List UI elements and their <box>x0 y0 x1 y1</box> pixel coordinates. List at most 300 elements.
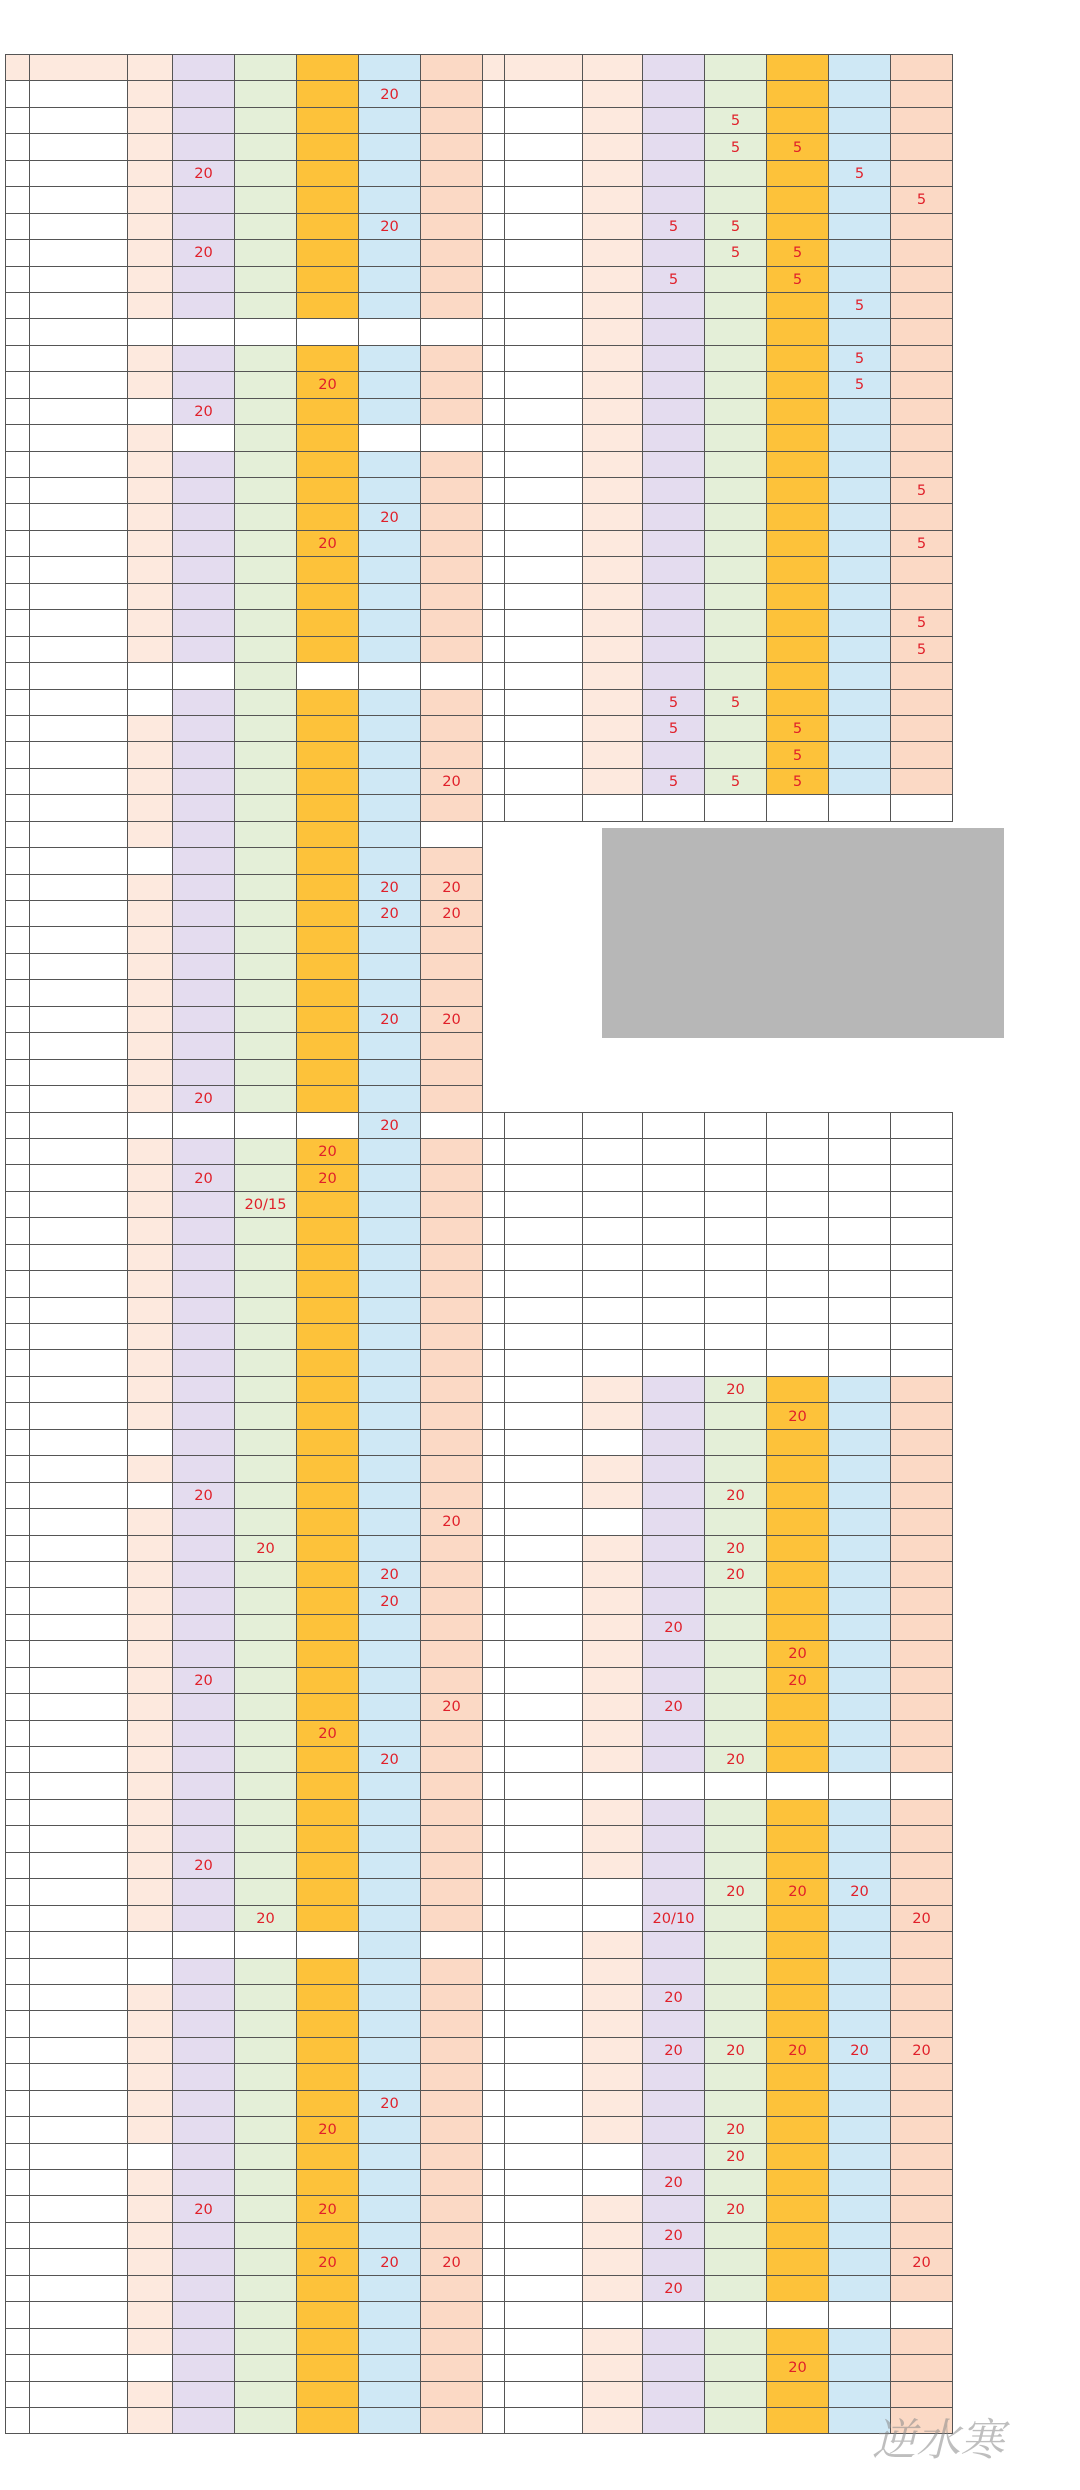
table-row <box>6 187 953 213</box>
right-cell-1 <box>505 1614 583 1640</box>
left-cell-7 <box>421 398 483 424</box>
left-cell-2 <box>128 2064 173 2090</box>
left-cell-2 <box>128 1747 173 1773</box>
right-cell-5 <box>767 292 829 318</box>
left-cell-7 <box>421 610 483 636</box>
right-cell-5 <box>767 689 829 715</box>
table-row <box>6 1059 953 1085</box>
left-cell-1 <box>30 874 128 900</box>
left-cell-0 <box>6 1191 30 1217</box>
right-cell-7 <box>891 1509 953 1535</box>
left-cell-4 <box>235 160 297 186</box>
left-cell-2 <box>128 2222 173 2248</box>
left-cell-4 <box>235 2117 297 2143</box>
right-cell-1 <box>505 425 583 451</box>
right-cell-7 <box>891 2117 953 2143</box>
right-cell-1 <box>505 398 583 424</box>
right-cell-4 <box>705 1244 767 1270</box>
right-cell-7 <box>891 1826 953 1852</box>
left-cell-6 <box>359 2222 421 2248</box>
table-row <box>6 1456 953 1482</box>
left-cell-4 <box>235 1826 297 1852</box>
left-cell-1 <box>30 2328 128 2354</box>
left-cell-6 <box>359 742 421 768</box>
left-cell-1 <box>30 821 128 847</box>
right-cell-3 <box>643 319 705 345</box>
right-cell-4 <box>705 557 767 583</box>
right-cell-2 <box>583 345 643 371</box>
left-cell-2 <box>128 874 173 900</box>
left-cell-0 <box>6 213 30 239</box>
left-cell-2 <box>128 1932 173 1958</box>
left-cell-2 <box>128 1799 173 1825</box>
right-cell-5 <box>767 610 829 636</box>
right-cell-7 <box>891 1191 953 1217</box>
left-cell-3 <box>173 1350 235 1376</box>
left-cell-0 <box>6 2355 30 2381</box>
right-cell-4 <box>705 663 767 689</box>
left-cell-6 <box>359 187 421 213</box>
right-cell-3 <box>643 372 705 398</box>
left-cell-7 <box>421 848 483 874</box>
right-cell-6 <box>829 2222 891 2248</box>
left-cell-7 <box>421 2381 483 2407</box>
left-cell-5 <box>297 610 359 636</box>
right-cell-5 <box>767 1191 829 1217</box>
left-cell-2 <box>128 2355 173 2381</box>
left-cell-3 <box>173 2090 235 2116</box>
table-row <box>6 2090 953 2116</box>
left-cell-1 <box>30 2302 128 2328</box>
right-cell-3: 5 <box>643 213 705 239</box>
left-cell-3: 20 <box>173 2196 235 2222</box>
left-cell-2 <box>128 1324 173 1350</box>
right-cell-3 <box>643 1482 705 1508</box>
right-cell-5: 5 <box>767 240 829 266</box>
right-cell-3 <box>643 1403 705 1429</box>
left-cell-4 <box>235 557 297 583</box>
left-cell-2 <box>128 1826 173 1852</box>
right-cell-3: 20 <box>643 1614 705 1640</box>
right-cell-0 <box>483 901 505 927</box>
left-cell-3: 20 <box>173 1852 235 1878</box>
left-cell-2 <box>128 2117 173 2143</box>
right-cell-6 <box>829 1747 891 1773</box>
table-row <box>6 1086 953 1112</box>
right-cell-0 <box>483 1826 505 1852</box>
left-cell-3 <box>173 1429 235 1455</box>
left-cell-4: 20 <box>235 1905 297 1931</box>
right-cell-3 <box>643 795 705 821</box>
right-cell-0 <box>483 1932 505 1958</box>
left-cell-2 <box>128 2037 173 2063</box>
left-cell-5 <box>297 1218 359 1244</box>
left-cell-1 <box>30 1324 128 1350</box>
right-cell-2 <box>583 2222 643 2248</box>
left-cell-2 <box>128 266 173 292</box>
left-cell-3 <box>173 1271 235 1297</box>
left-cell-1 <box>30 81 128 107</box>
left-cell-5 <box>297 583 359 609</box>
right-cell-0 <box>483 2011 505 2037</box>
left-cell-1 <box>30 2196 128 2222</box>
left-cell-4 <box>235 1667 297 1693</box>
left-cell-2 <box>128 2196 173 2222</box>
right-cell-1 <box>505 1006 583 1032</box>
right-cell-0 <box>483 610 505 636</box>
left-cell-4 <box>235 663 297 689</box>
right-cell-0 <box>483 1535 505 1561</box>
right-cell-7: 20 <box>891 1905 953 1931</box>
left-cell-7 <box>421 1641 483 1667</box>
right-cell-7: 5 <box>891 187 953 213</box>
right-cell-4 <box>705 1958 767 1984</box>
left-cell-0 <box>6 1138 30 1164</box>
left-cell-1 <box>30 2249 128 2275</box>
left-cell-5 <box>297 1429 359 1455</box>
left-cell-7 <box>421 1456 483 1482</box>
left-cell-1 <box>30 1376 128 1402</box>
left-cell-7 <box>421 953 483 979</box>
left-cell-1 <box>30 583 128 609</box>
left-cell-3 <box>173 1641 235 1667</box>
left-cell-5 <box>297 1271 359 1297</box>
right-cell-6 <box>829 1138 891 1164</box>
left-cell-4 <box>235 1429 297 1455</box>
right-cell-5: 20 <box>767 2355 829 2381</box>
right-cell-0 <box>483 1694 505 1720</box>
left-cell-5 <box>297 1033 359 1059</box>
left-cell-5 <box>297 2381 359 2407</box>
left-cell-5: 20 <box>297 2117 359 2143</box>
right-cell-3 <box>643 1561 705 1587</box>
left-cell-5 <box>297 2302 359 2328</box>
left-cell-1 <box>30 2064 128 2090</box>
left-cell-4 <box>235 1747 297 1773</box>
right-cell-6 <box>829 107 891 133</box>
right-cell-2 <box>583 2249 643 2275</box>
right-cell-4 <box>705 1720 767 1746</box>
right-cell-5 <box>767 2170 829 2196</box>
left-cell-2 <box>128 160 173 186</box>
right-cell-1 <box>505 689 583 715</box>
right-cell-3 <box>643 1773 705 1799</box>
right-cell-5 <box>767 504 829 530</box>
right-cell-0 <box>483 292 505 318</box>
right-cell-4 <box>705 81 767 107</box>
right-cell-4 <box>705 1641 767 1667</box>
right-cell-2 <box>583 1720 643 1746</box>
table-row <box>6 2302 953 2328</box>
right-cell-1 <box>505 2011 583 2037</box>
left-cell-4 <box>235 2064 297 2090</box>
left-cell-7 <box>421 1033 483 1059</box>
right-cell-6 <box>829 1905 891 1931</box>
left-cell-4 <box>235 1509 297 1535</box>
left-cell-6 <box>359 1984 421 2010</box>
left-cell-7 <box>421 1244 483 1270</box>
left-cell-2 <box>128 1561 173 1587</box>
right-cell-7 <box>891 583 953 609</box>
left-cell-6 <box>359 2011 421 2037</box>
table-row <box>6 1747 953 1773</box>
right-cell-1 <box>505 2170 583 2196</box>
left-cell-7 <box>421 240 483 266</box>
right-cell-7 <box>891 1535 953 1561</box>
right-cell-6 <box>829 425 891 451</box>
right-cell-7 <box>891 1852 953 1878</box>
left-cell-1 <box>30 1033 128 1059</box>
left-cell-3 <box>173 663 235 689</box>
right-cell-2 <box>583 768 643 794</box>
right-cell-0 <box>483 2407 505 2433</box>
left-cell-7 <box>421 1297 483 1323</box>
right-cell-3 <box>643 2090 705 2116</box>
right-cell-7 <box>891 2302 953 2328</box>
left-cell-2 <box>128 1535 173 1561</box>
right-cell-1 <box>505 372 583 398</box>
left-cell-6 <box>359 1297 421 1323</box>
right-cell-3 <box>643 134 705 160</box>
left-cell-7 <box>421 1376 483 1402</box>
right-cell-3: 20 <box>643 1694 705 1720</box>
right-cell-7 <box>891 107 953 133</box>
left-cell-2 <box>128 2011 173 2037</box>
header-letter <box>483 55 505 81</box>
left-cell-6: 20 <box>359 1747 421 1773</box>
right-cell-6 <box>829 663 891 689</box>
left-cell-6 <box>359 1059 421 1085</box>
left-cell-4 <box>235 1059 297 1085</box>
right-cell-2 <box>583 530 643 556</box>
left-cell-3 <box>173 1033 235 1059</box>
right-cell-0 <box>483 530 505 556</box>
right-cell-0 <box>483 1561 505 1587</box>
right-cell-6 <box>829 1218 891 1244</box>
right-cell-2 <box>583 478 643 504</box>
right-cell-3: 5 <box>643 689 705 715</box>
left-cell-4 <box>235 2011 297 2037</box>
right-cell-2 <box>583 319 643 345</box>
right-cell-2 <box>583 1826 643 1852</box>
left-cell-0 <box>6 1614 30 1640</box>
right-cell-7 <box>891 1218 953 1244</box>
right-cell-3 <box>643 2355 705 2381</box>
right-cell-3 <box>643 478 705 504</box>
right-cell-2 <box>583 425 643 451</box>
right-cell-4 <box>705 1852 767 1878</box>
right-cell-3 <box>643 451 705 477</box>
left-cell-7 <box>421 1667 483 1693</box>
right-cell-1 <box>505 2090 583 2116</box>
left-cell-5 <box>297 2011 359 2037</box>
right-cell-5: 5 <box>767 266 829 292</box>
left-cell-7 <box>421 1720 483 1746</box>
right-cell-5 <box>767 2275 829 2301</box>
right-cell-6 <box>829 1350 891 1376</box>
left-cell-0 <box>6 1271 30 1297</box>
left-cell-4 <box>235 2222 297 2248</box>
right-cell-3 <box>643 2117 705 2143</box>
right-cell-3 <box>643 530 705 556</box>
right-cell-1 <box>505 557 583 583</box>
right-cell-4 <box>705 1429 767 1455</box>
right-cell-0 <box>483 980 505 1006</box>
left-cell-0 <box>6 1509 30 1535</box>
table-row <box>6 2355 953 2381</box>
right-cell-3 <box>643 583 705 609</box>
left-cell-2 <box>128 1112 173 1138</box>
left-cell-3 <box>173 292 235 318</box>
left-cell-7 <box>421 1535 483 1561</box>
right-cell-1 <box>505 848 583 874</box>
left-cell-7 <box>421 2222 483 2248</box>
right-cell-3 <box>643 345 705 371</box>
right-cell-5 <box>767 636 829 662</box>
left-cell-2 <box>128 1429 173 1455</box>
left-cell-0 <box>6 980 30 1006</box>
left-cell-0 <box>6 768 30 794</box>
right-cell-6 <box>829 1826 891 1852</box>
right-cell-3 <box>643 504 705 530</box>
left-cell-7 <box>421 2275 483 2301</box>
left-cell-5: 20 <box>297 1720 359 1746</box>
right-cell-5 <box>767 2143 829 2169</box>
left-cell-2 <box>128 478 173 504</box>
right-cell-1 <box>505 160 583 186</box>
left-cell-0 <box>6 1984 30 2010</box>
right-cell-0 <box>483 715 505 741</box>
left-cell-5 <box>297 1561 359 1587</box>
left-cell-7: 20 <box>421 2249 483 2275</box>
left-cell-4 <box>235 2037 297 2063</box>
right-cell-1 <box>505 1958 583 1984</box>
right-cell-5 <box>767 1138 829 1164</box>
left-cell-6: 20 <box>359 874 421 900</box>
table-row <box>6 663 953 689</box>
left-cell-2 <box>128 2302 173 2328</box>
right-cell-1 <box>505 1720 583 1746</box>
left-cell-4 <box>235 1033 297 1059</box>
right-cell-6 <box>829 2249 891 2275</box>
right-cell-3 <box>643 1720 705 1746</box>
right-cell-4 <box>705 2222 767 2248</box>
right-cell-2 <box>583 266 643 292</box>
left-cell-7 <box>421 1932 483 1958</box>
right-cell-7 <box>891 1271 953 1297</box>
favor-table <box>5 54 953 2434</box>
left-cell-7: 20 <box>421 874 483 900</box>
right-cell-0 <box>483 663 505 689</box>
left-cell-7 <box>421 107 483 133</box>
left-cell-4 <box>235 927 297 953</box>
left-cell-5 <box>297 2064 359 2090</box>
right-cell-6 <box>829 1509 891 1535</box>
left-cell-0 <box>6 927 30 953</box>
left-cell-3 <box>173 1191 235 1217</box>
left-cell-3 <box>173 2117 235 2143</box>
left-cell-4 <box>235 292 297 318</box>
right-cell-1 <box>505 1932 583 1958</box>
left-cell-2 <box>128 742 173 768</box>
left-cell-0 <box>6 1667 30 1693</box>
left-cell-7 <box>421 1614 483 1640</box>
left-cell-5 <box>297 425 359 451</box>
table-row <box>6 1799 953 1825</box>
right-cell-1 <box>505 1826 583 1852</box>
right-cell-0 <box>483 213 505 239</box>
left-cell-0 <box>6 795 30 821</box>
right-cell-5 <box>767 1376 829 1402</box>
right-cell-6 <box>829 266 891 292</box>
left-cell-6 <box>359 1403 421 1429</box>
table-row <box>6 1958 953 1984</box>
left-cell-4 <box>235 953 297 979</box>
left-cell-6 <box>359 1958 421 1984</box>
right-cell-3 <box>643 2328 705 2354</box>
left-cell-2 <box>128 1456 173 1482</box>
right-cell-6 <box>829 2090 891 2116</box>
right-cell-7 <box>891 1773 953 1799</box>
left-cell-3 <box>173 1694 235 1720</box>
left-cell-3 <box>173 795 235 821</box>
left-cell-6 <box>359 2328 421 2354</box>
right-cell-0 <box>483 583 505 609</box>
right-cell-6 <box>829 1086 891 1112</box>
left-cell-7: 20 <box>421 1694 483 1720</box>
left-cell-1 <box>30 107 128 133</box>
right-cell-2 <box>583 1059 643 1085</box>
right-cell-3 <box>643 1535 705 1561</box>
right-cell-4 <box>705 2011 767 2037</box>
right-cell-0 <box>483 2117 505 2143</box>
left-cell-3: 20 <box>173 1667 235 1693</box>
table-row <box>6 1641 953 1667</box>
left-cell-7 <box>421 1350 483 1376</box>
left-cell-0 <box>6 1826 30 1852</box>
left-cell-1 <box>30 478 128 504</box>
left-cell-5 <box>297 2275 359 2301</box>
left-cell-0 <box>6 2011 30 2037</box>
left-cell-1 <box>30 1059 128 1085</box>
left-cell-7 <box>421 81 483 107</box>
left-cell-7: 20 <box>421 1006 483 1032</box>
left-cell-7 <box>421 1165 483 1191</box>
left-cell-1 <box>30 1588 128 1614</box>
right-cell-5 <box>767 1958 829 1984</box>
right-cell-1 <box>505 2381 583 2407</box>
right-cell-5: 5 <box>767 742 829 768</box>
left-cell-4: 20/15 <box>235 1191 297 1217</box>
right-cell-2 <box>583 1984 643 2010</box>
left-cell-3 <box>173 1747 235 1773</box>
left-cell-5 <box>297 1932 359 1958</box>
left-cell-4 <box>235 478 297 504</box>
table-row <box>6 1535 953 1561</box>
right-cell-6: 5 <box>829 372 891 398</box>
left-cell-1 <box>30 266 128 292</box>
right-cell-7 <box>891 1297 953 1323</box>
left-cell-5 <box>297 1244 359 1270</box>
right-cell-1 <box>505 107 583 133</box>
left-cell-6 <box>359 1456 421 1482</box>
left-cell-7 <box>421 1588 483 1614</box>
right-cell-0 <box>483 1244 505 1270</box>
left-cell-2 <box>128 1509 173 1535</box>
right-cell-1 <box>505 1218 583 1244</box>
left-cell-3: 20 <box>173 398 235 424</box>
left-cell-5 <box>297 2170 359 2196</box>
